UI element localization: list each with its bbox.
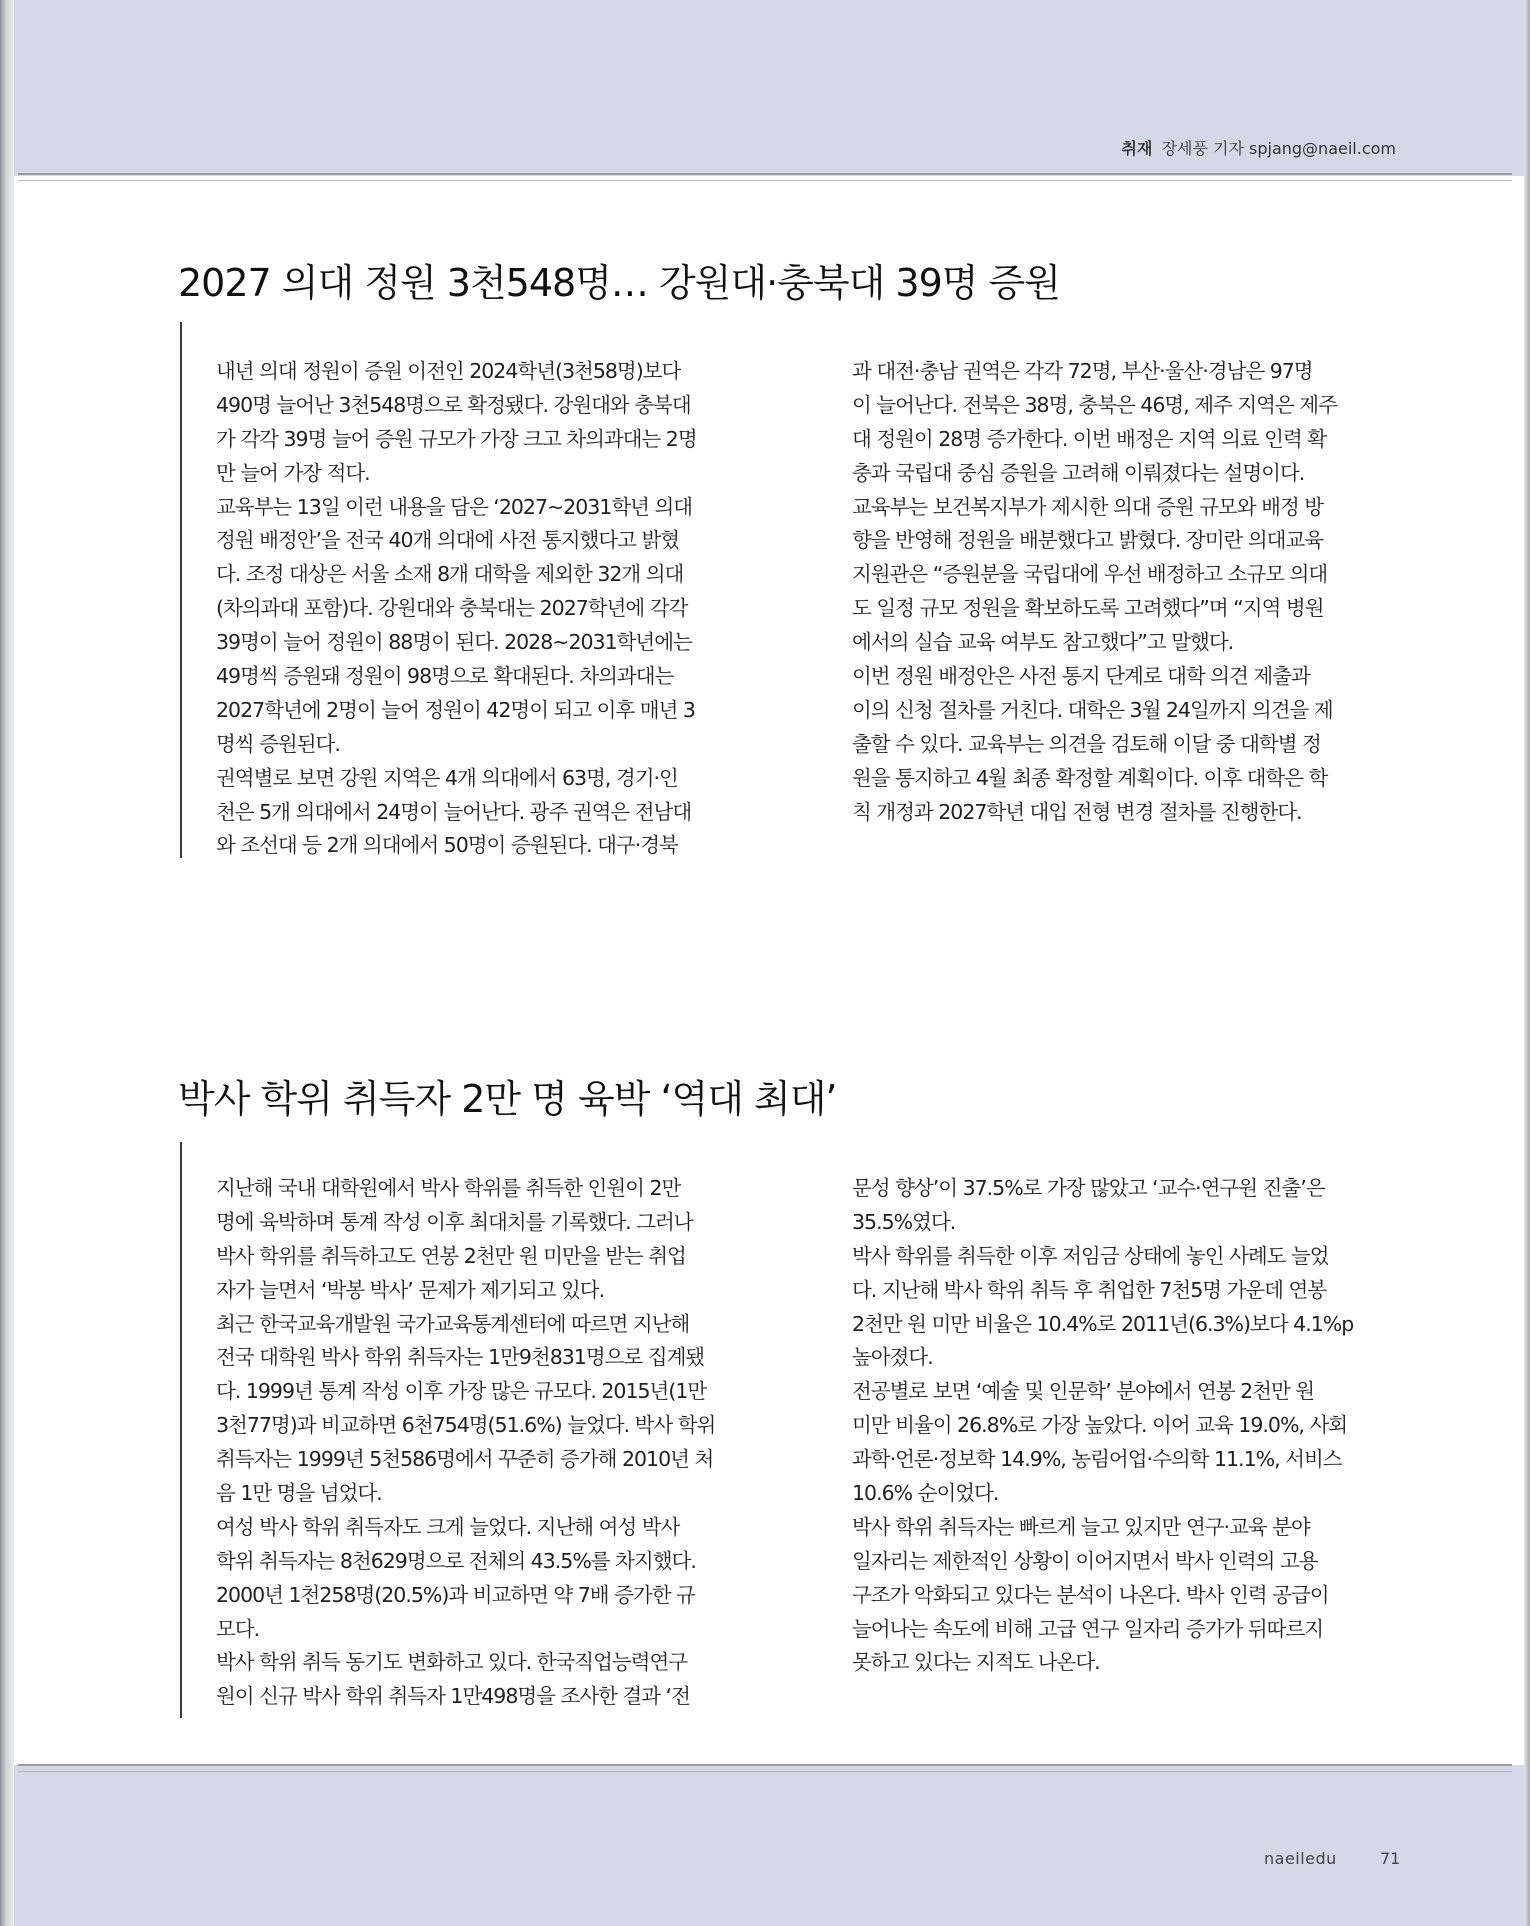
text-line: 2000년 1천258명(20.5%)과 비교하면 약 7배 증가한 규 (216, 1582, 695, 1607)
text-line: 음 1만 명을 넘었다. (216, 1481, 382, 1506)
text-line: 원을 통지하고 4월 최종 확정할 계획이다. 이후 대학은 학 (852, 765, 1328, 790)
text-line: 박사 학위 취득자는 빠르게 늘고 있지만 연구·교육 분야 (852, 1514, 1310, 1539)
text-line: 내년 의대 정원이 증원 이전인 2024학년(3천58명)보다 (216, 359, 681, 383)
text-line: 지원관은 “증원분을 국립대에 우선 배정하고 소규모 의대 (852, 562, 1328, 587)
text-line: 자가 늘면서 ‘박봉 박사’ 문제가 제기되고 있다. (216, 1277, 605, 1302)
article-1-column-1 (216, 355, 761, 863)
text-line: (차의과대 포함)다. 강원대와 충북대는 2027학년에 각각 (216, 596, 688, 621)
text-line: 최근 한국교육개발원 국가교육통계센터에 따르면 지난해 (216, 1311, 690, 1336)
text-line: 명에 육박하며 통계 작성 이후 최대치를 기록했다. 그러나 (216, 1209, 693, 1234)
text-line: 박사 학위를 취득한 이후 저임금 상태에 놓인 사례도 늘었 (852, 1243, 1329, 1268)
byline-label: 취재 (1121, 139, 1153, 158)
text-line: 3천77명)과 비교하면 6천754명(51.6%) 늘었다. 박사 학위 (216, 1413, 716, 1438)
text-line: 만 늘어 가장 적다. (216, 460, 370, 485)
article-2-side-bar (180, 1142, 182, 1718)
article-2-column-2 (852, 1172, 1397, 1680)
text-line: 도 일정 규모 정원을 확보하도록 고려했다”며 “지역 병원 (852, 596, 1324, 621)
text-line: 명씩 증원된다. (216, 731, 340, 756)
text-line: 늘어나는 속도에 비해 고급 연구 일자리 증가가 뒤따르지 (852, 1616, 1324, 1641)
text-line: 출할 수 있다. 교육부는 의견을 검토해 이달 중 대학별 정 (852, 731, 1321, 756)
page-edge (1524, 0, 1530, 1926)
text-line: 에서의 실습 교육 여부도 참고했다”고 말했다. (852, 630, 1234, 655)
text-line: 2027학년에 2명이 늘어 정원이 42명이 되고 이후 매년 3 (216, 697, 695, 722)
text-line: 와 조선대 등 2개 의대에서 50명이 증원된다. 대구·경북 (216, 833, 678, 858)
text-line: 과학·언론·정보학 14.9%, 농림어업·수의학 11.1%, 서비스 (852, 1447, 1342, 1472)
text-line: 높아졌다. (852, 1345, 933, 1370)
text-line: 49명씩 증원돼 정원이 98명으로 확대된다. 차의과대는 (216, 664, 674, 689)
text-line: 이의 신청 절차를 거친다. 대학은 3월 24일까지 의견을 제 (852, 697, 1333, 722)
text-line: 39명이 늘어 정원이 88명이 된다. 2028~2031학년에는 (216, 630, 692, 655)
text-line: 과 대전·충남 권역은 각각 72명, 부산·울산·경남은 97명 (852, 359, 1313, 383)
text-line: 박사 학위 취득 동기도 변화하고 있다. 한국직업능력연구 (216, 1650, 688, 1675)
text-line: 다. 조정 대상은 서울 소재 8개 대학을 제외한 32개 의대 (216, 562, 684, 587)
article-1-column-2 (852, 355, 1397, 829)
text-line: 못하고 있다는 지적도 나온다. (852, 1650, 1100, 1675)
text-line: 구조가 악화되고 있다는 분석이 나온다. 박사 인력 공급이 (852, 1582, 1329, 1607)
text-line: 칙 개정과 2027학년 대입 전형 변경 절차를 진행한다. (852, 799, 1302, 824)
text-line: 교육부는 보건복지부가 제시한 의대 증원 규모와 배정 방 (852, 494, 1324, 519)
text-line: 이 늘어난다. 전북은 38명, 충북은 46명, 제주 지역은 제주 (852, 392, 1337, 417)
text-line: 권역별로 보면 강원 지역은 4개 의대에서 63명, 경기·인 (216, 765, 678, 790)
binding-shadow (0, 0, 14, 1926)
text-line: 10.6% 순이었다. (852, 1481, 999, 1506)
text-line: 전공별로 보면 ‘예술 및 인문학’ 분야에서 연봉 2천만 원 (852, 1379, 1315, 1404)
text-line: 지난해 국내 대학원에서 박사 학위를 취득한 인원이 2만 (216, 1176, 681, 1200)
text-line: 미만 비율이 26.8%로 가장 높았다. 이어 교육 19.0%, 사회 (852, 1413, 1348, 1438)
text-line: 향을 반영해 정원을 배분했다고 밝혔다. 장미란 의대교육 (852, 528, 1324, 553)
text-line: 다. 1999년 통계 작성 이후 가장 많은 규모다. 2015년(1만 (216, 1379, 707, 1404)
text-line: 2천만 원 미만 비율은 10.4%로 2011년(6.3%)보다 4.1%p (852, 1311, 1354, 1336)
byline (1122, 136, 1396, 159)
text-line: 원이 신규 박사 학위 취득자 1만498명을 조사한 결과 ‘전 (216, 1684, 690, 1709)
footer-rule (18, 1764, 1512, 1766)
text-line: 학위 취득자는 8천629명으로 전체의 43.5%를 차지했다. (216, 1548, 696, 1573)
text-line: 이번 정원 배정안은 사전 통지 단계로 대학 의견 제출과 (852, 664, 1310, 689)
text-line: 다. 지난해 박사 학위 취득 후 취업한 7천5명 가운데 연봉 (852, 1277, 1327, 1302)
text-line: 교육부는 13일 이런 내용을 담은 ‘2027~2031학년 의대 (216, 494, 693, 519)
article-1-side-bar (180, 322, 182, 858)
text-line: 가 각각 39명 늘어 증원 규모가 가장 크고 차의과대는 2명 (216, 426, 697, 451)
text-line: 천은 5개 의대에서 24명이 늘어난다. 광주 권역은 전남대 (216, 799, 692, 824)
text-line: 490명 늘어난 3천548명으로 확정됐다. 강원대와 충북대 (216, 392, 691, 417)
page-number: 71 (1380, 1849, 1401, 1868)
text-line: 모다. (216, 1616, 260, 1641)
text-line: 일자리는 제한적인 상황이 이어지면서 박사 인력의 고용 (852, 1548, 1318, 1573)
header-rule-thin (18, 180, 1512, 181)
article-2-headline: 박사 학위 취득자 2만 명 육박 ‘역대 최대’ (178, 1077, 837, 1121)
footer-band (0, 1765, 1530, 1926)
header-rule (18, 173, 1512, 175)
text-line: 대 정원이 28명 증가한다. 이번 배정은 지역 의료 인력 확 (852, 426, 1327, 451)
text-line: 충과 국립대 중심 증원을 고려해 이뤄졌다는 설명이다. (852, 460, 1305, 485)
article-1-headline: 2027 의대 정원 3천548명… 강원대·충북대 39명 증원 (178, 261, 1060, 305)
footer-rule-thin (18, 1771, 1512, 1772)
byline-text: 장세풍 기자 spjang@naeil.com (1161, 139, 1396, 158)
article-2-column-1 (216, 1172, 761, 1714)
text-line: 여성 박사 학위 취득자도 크게 늘었다. 지난해 여성 박사 (216, 1514, 680, 1539)
text-line: 문성 향상’이 37.5%로 가장 많았고 ‘교수·연구원 진출’은 (852, 1176, 1325, 1200)
text-line: 취득자는 1999년 5천586명에서 꾸준히 증가해 2010년 처 (216, 1447, 714, 1472)
text-line: 35.5%였다. (852, 1209, 956, 1234)
text-line: 전국 대학원 박사 학위 취득자는 1만9천831명으로 집계됐 (216, 1345, 705, 1370)
text-line: 정원 배정안’을 전국 40개 의대에 사전 통지했다고 밝혔 (216, 528, 680, 553)
footer-brand: naeiledu (1264, 1849, 1337, 1868)
text-line: 박사 학위를 취득하고도 연봉 2천만 원 미만을 받는 취업 (216, 1243, 686, 1268)
